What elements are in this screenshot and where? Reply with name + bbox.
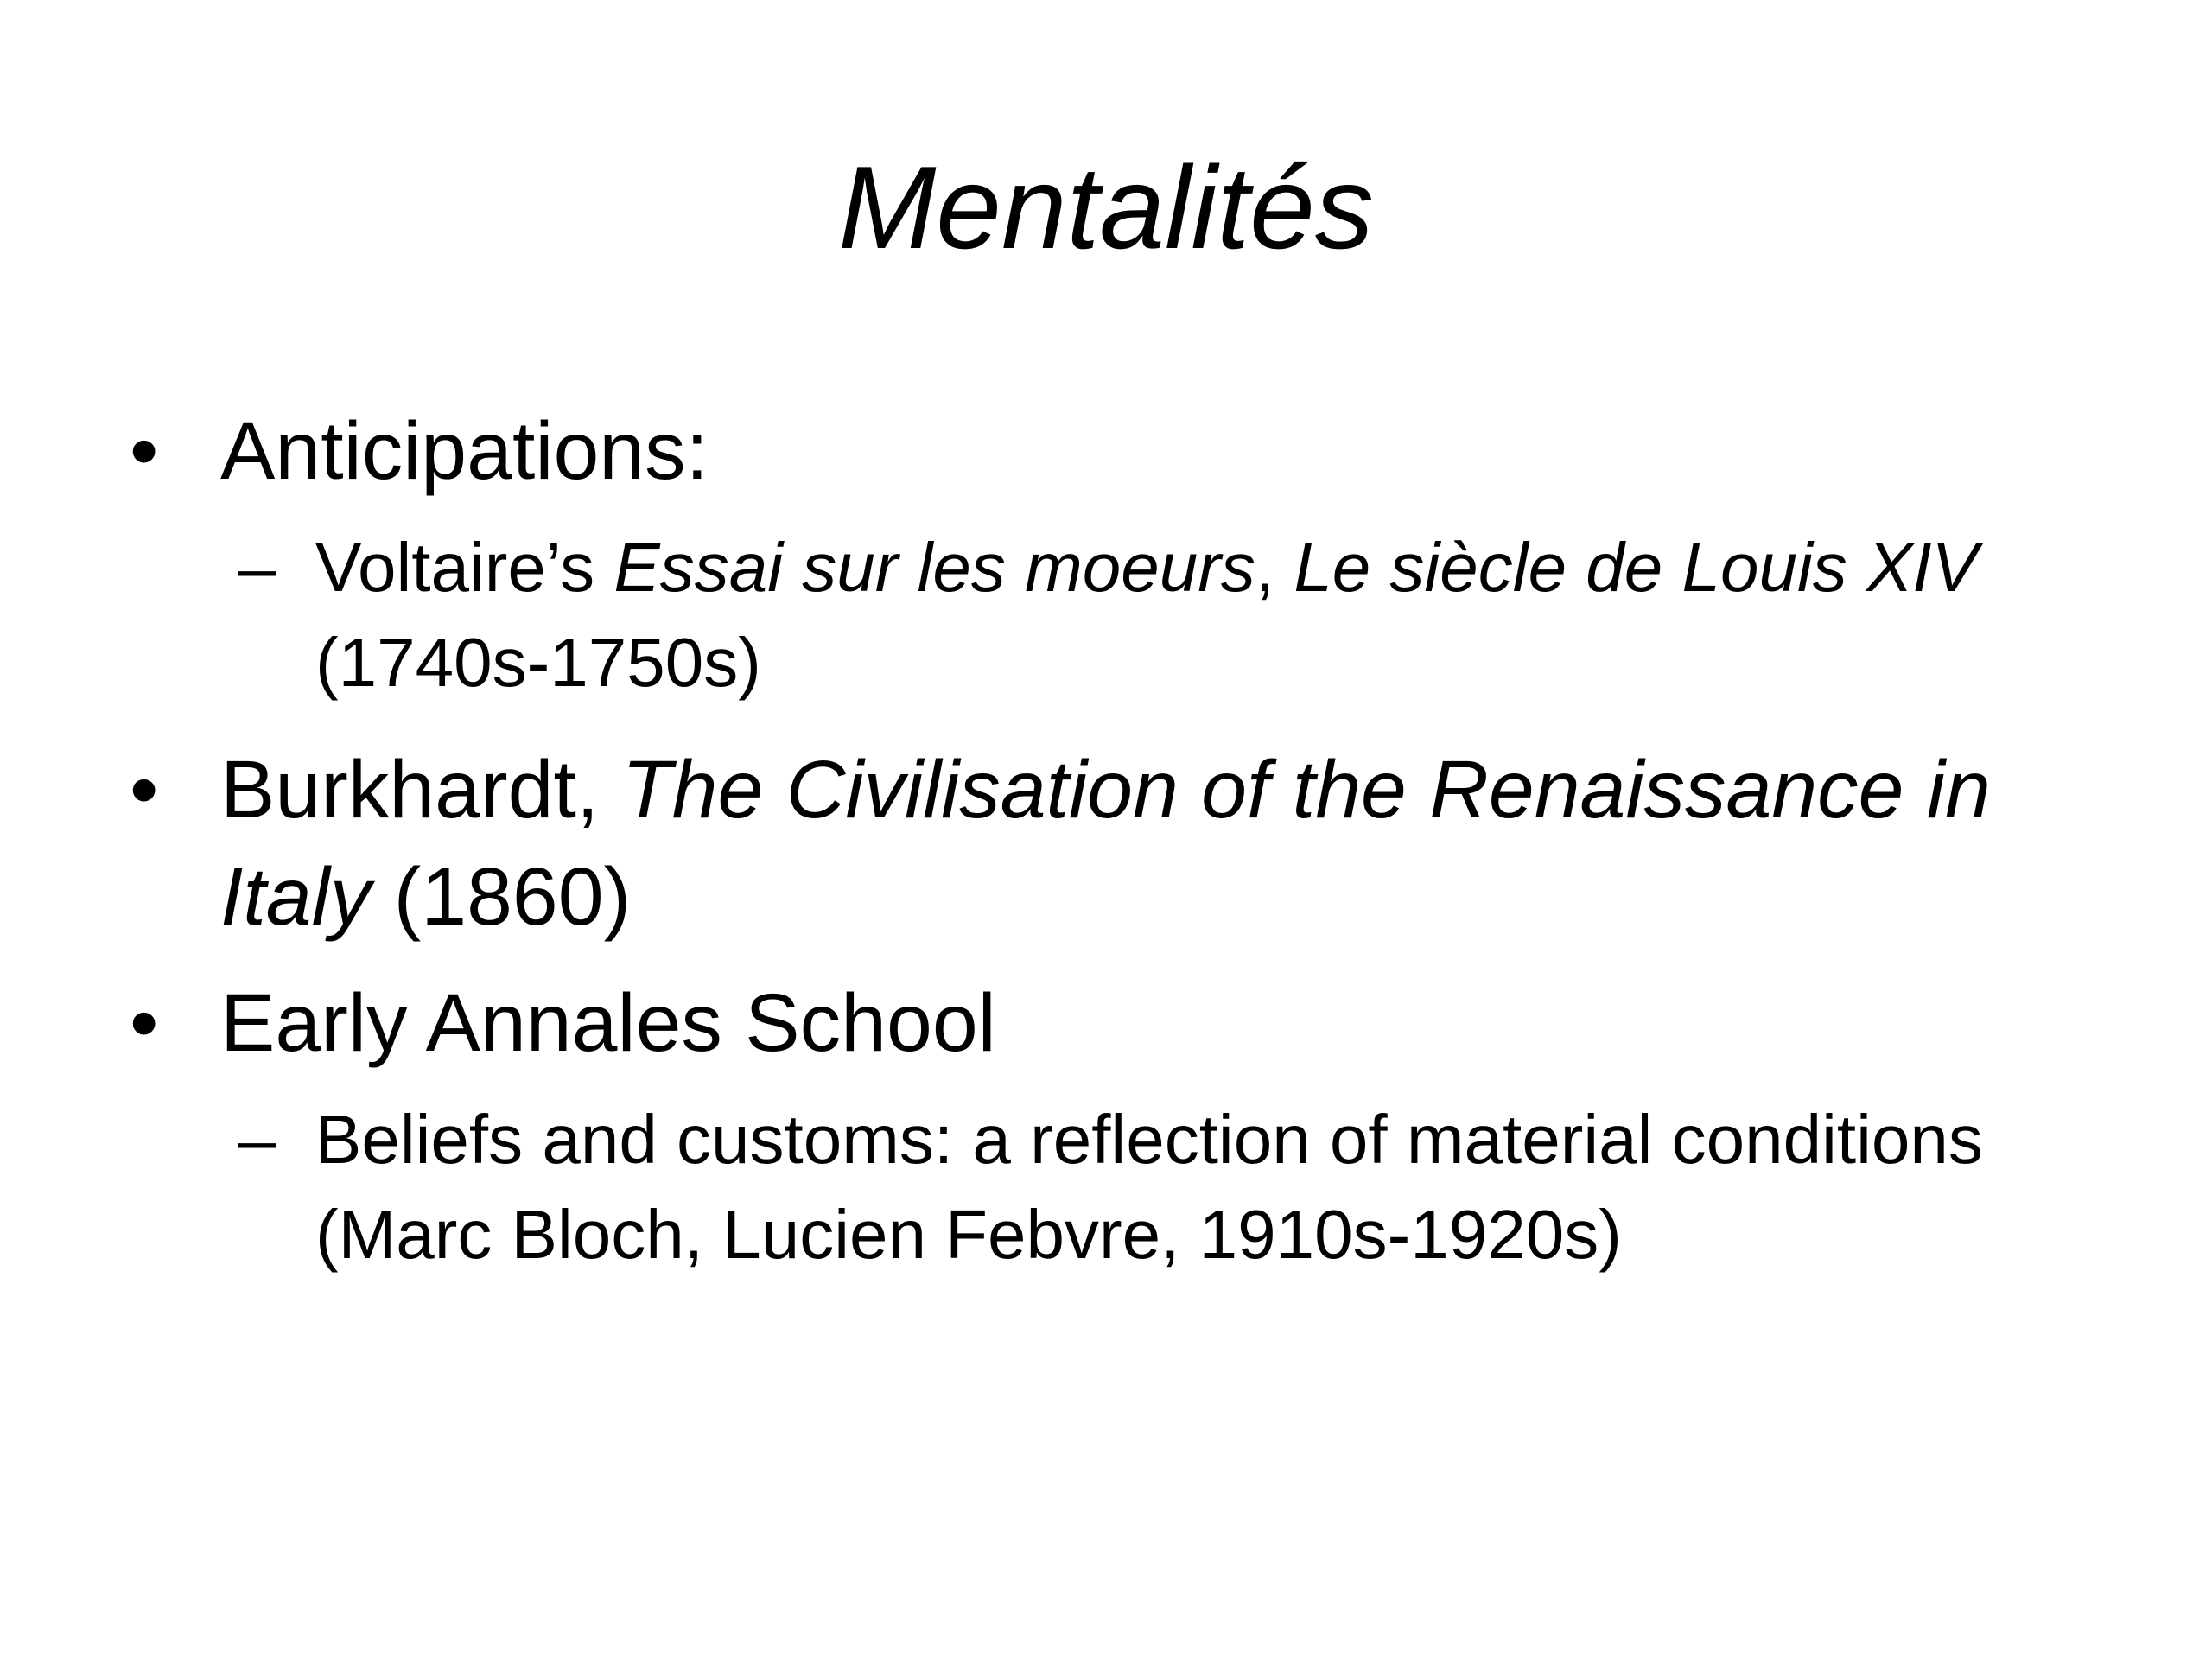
sub-item-beliefs <box>130 1092 2100 1282</box>
bullet-text-prefix: Burkhardt, <box>220 744 622 836</box>
sub-text-suffix: (1740s-1750s) <box>315 624 761 701</box>
bullet-item-burkhardt <box>130 736 2100 950</box>
bullet-item-annales <box>130 969 2100 1077</box>
slide-title: Mentalités <box>838 142 1374 273</box>
bullet-text: Anticipations: <box>220 405 709 497</box>
dash-icon: – <box>238 1101 276 1178</box>
slide-content <box>130 397 2100 1308</box>
sub-text-separator: , <box>1255 529 1294 606</box>
sub-item-voltaire <box>130 520 2100 710</box>
sub-text-prefix: Voltaire’s <box>315 529 614 606</box>
bullet-icon: • <box>130 744 159 836</box>
bullet-text: Early Annales School <box>220 977 996 1069</box>
bullet-text-suffix: (1860) <box>371 851 632 943</box>
dash-icon: – <box>238 529 276 606</box>
work-title-siecle: Le siècle de Louis XIV <box>1294 529 1978 606</box>
work-title-essai: Essai sur les moeurs <box>613 529 1255 606</box>
bullet-item-anticipations <box>130 397 2100 505</box>
work-title-civilisation: The Civilisation of the Renaissance in Italy <box>220 744 1991 943</box>
bullet-icon: • <box>130 977 159 1069</box>
bullet-icon: • <box>130 405 159 497</box>
sub-text: Beliefs and customs: a reflection of material conditions (Marc Bloch, Lucien Febvre, 1910s-1920s) <box>315 1101 1983 1273</box>
